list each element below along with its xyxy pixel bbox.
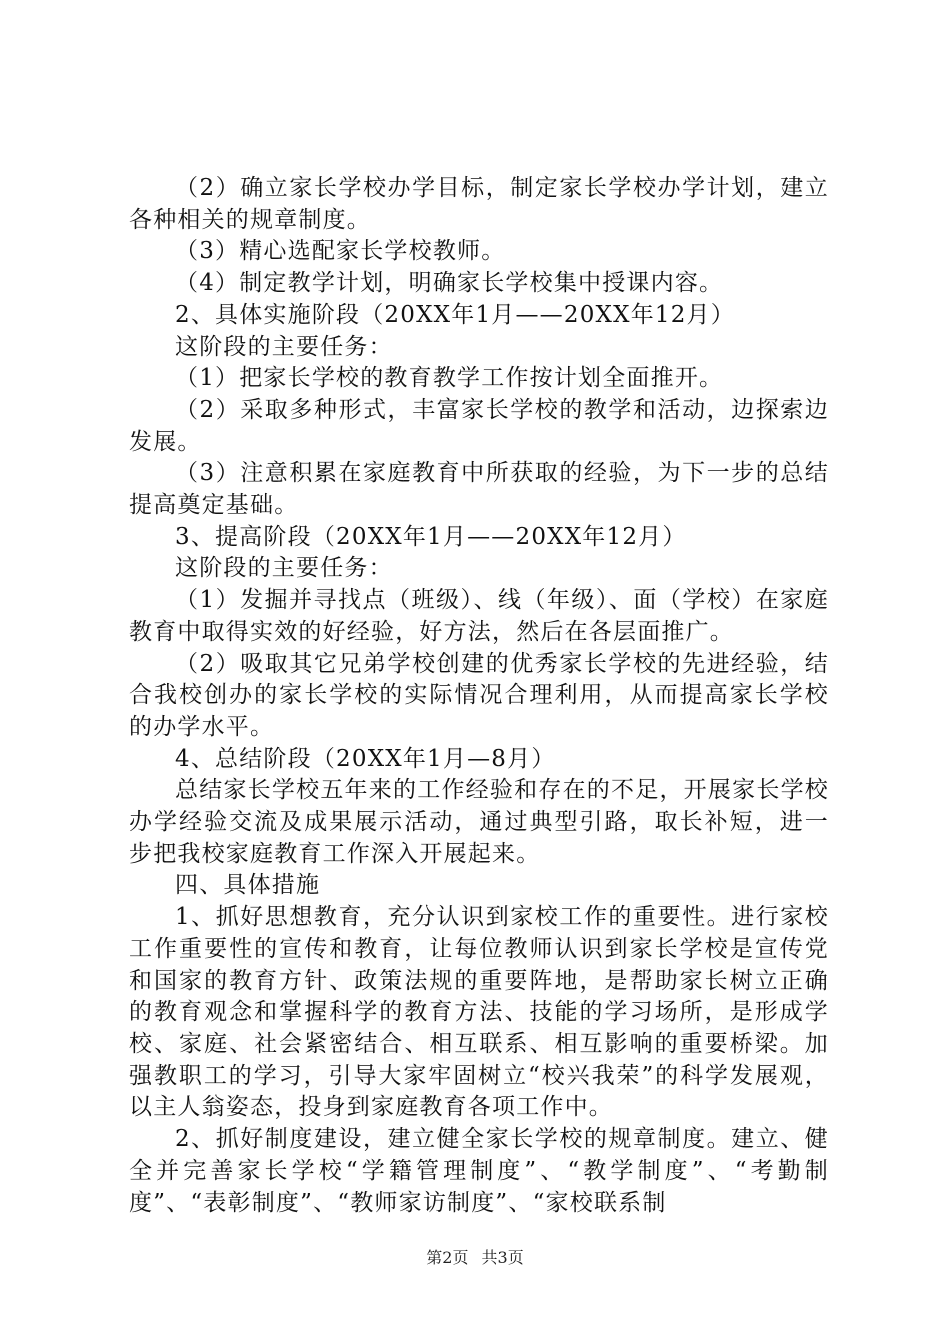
paragraph: 3、提高阶段（20XX年1月——20XX年12月） — [175, 523, 687, 550]
section-heading: 四、具体措施 — [175, 872, 321, 899]
paragraph: 2、抓好制度建设，建立健全家长学校的规章制度。建立、健全并完善家长学校“学籍管理制度”、“教学制度”、“考勤制度”、“表彰制度”、“教师家访制度”、“家校联系制 — [129, 1126, 829, 1216]
page-footer — [0, 1245, 950, 1268]
paragraph: 这阶段的主要任务： — [175, 333, 393, 360]
paragraph: 总结家长学校五年来的工作经验和存在的不足，开展家长学校办学经验交流及成果展示活动，通过典型引路，取长补短，进一步把我校家庭教育工作深入开展起来。 — [129, 777, 829, 867]
paragraph: （2）采取多种形式，丰富家长学校的教学和活动，边探索边发展。 — [129, 396, 829, 455]
paragraph: （2）吸取其它兄弟学校创建的优秀家长学校的先进经验，结合我校创办的家长学校的实际情况合理利用，从而提高家长学校的办学水平。 — [129, 650, 829, 740]
paragraph: （3）精心选配家长学校教师。 — [175, 238, 506, 265]
paragraph: （2）确立家长学校办学目标，制定家长学校办学计划，建立各种相关的规章制度。 — [129, 175, 829, 233]
paragraph: 4、总结阶段（20XX年1月—8月） — [175, 745, 556, 772]
paragraph: （1）把家长学校的教育教学工作按计划全面推开。 — [175, 365, 724, 392]
page-total: 共3页 — [481, 1248, 524, 1267]
paragraph: （3）注意积累在家庭教育中所获取的经验，为下一步的总结提高奠定基础。 — [129, 460, 829, 519]
page-number: 第2页 — [426, 1248, 469, 1267]
paragraph: （1）发掘并寻找点（班级）、线（年级）、面（学校）在家庭教育中取得实效的好经验，好方法，然后在各层面推广。 — [129, 587, 829, 645]
paragraph: （4）制定教学计划，明确家长学校集中授课内容。 — [175, 270, 724, 297]
document-body — [129, 173, 829, 1219]
paragraph: 2、具体实施阶段（20XX年1月——20XX年12月） — [175, 301, 735, 328]
paragraph: 这阶段的主要任务： — [175, 555, 393, 582]
paragraph: 1、抓好思想教育，充分认识到家校工作的重要性。进行家校工作重要性的宣传和教育，让每位教师认识到家长学校是宣传党和国家的教育方针、政策法规的重要阵地，是帮助家长树立正确的教育观念和掌握科学的教育方法、技能的学习场所，是形成学校、家庭、社会紧密结合、相互联系、相互影响的重要桥梁。加强教职工的学习，引导大家牢固树立“校兴我荣”的科学发展观，以主人翁姿态，投身到家庭教育各项工作中。 — [129, 904, 829, 1121]
